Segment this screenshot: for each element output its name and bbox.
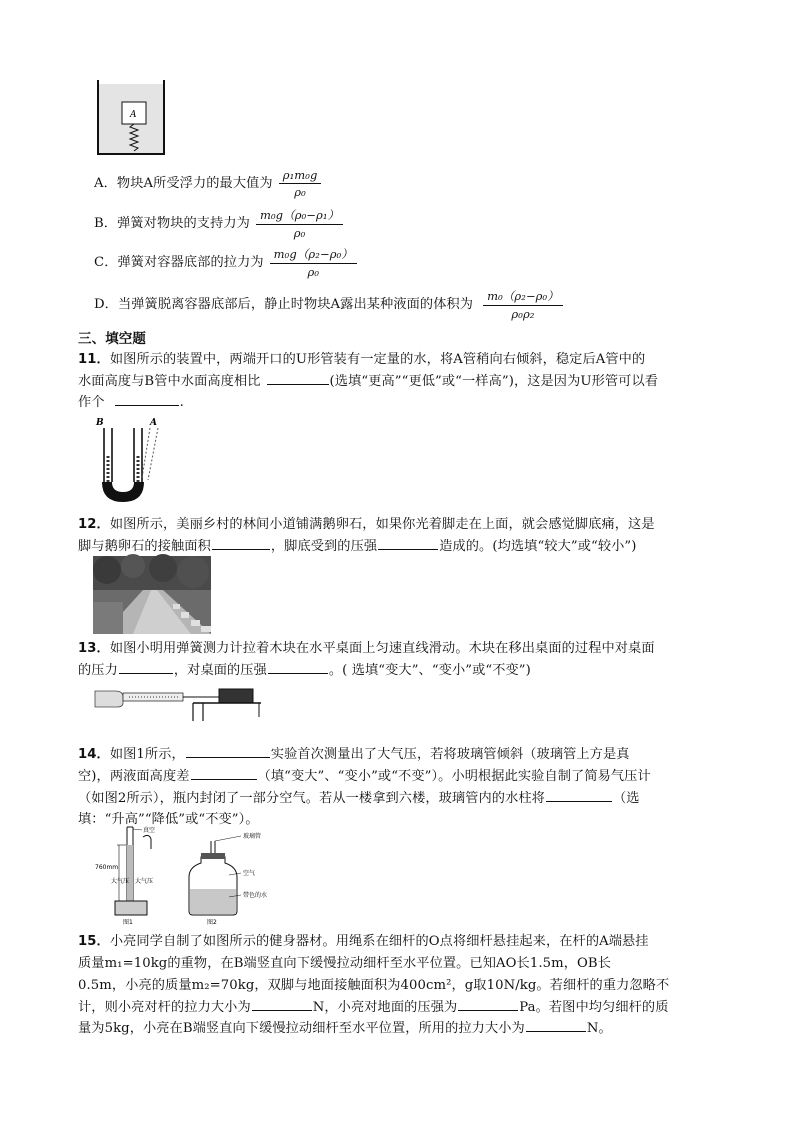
option-d: D．当弹簧脱离容器底部后，静止时物块A露出某种液面的体积为 $\frac{\text{m₀（ρ₂−ρ₀）}}{\text{ρ₀ρ₂}}$	[94, 288, 563, 321]
q12-line2: 脚与鹅卵石的接触面积 ，脚底受到的压强 造成的。(均选填“较大”或“较小”)	[78, 539, 637, 554]
q15-line4: 计，则小亮对杆的拉力大小为 N，小亮对地面的压强为 Pa。若图中均匀细杆的质	[78, 1000, 669, 1015]
q13-line2: 的压力 ，对桌面的压强 。( 选填“变大”、“变小”或“不变”)	[78, 663, 531, 678]
q12-line1: 12．如图所示，美丽乡村的林间小道铺满鹅卵石，如果你光着脚走在上面，就会感觉脚底痛，这是	[78, 517, 655, 532]
q11-line3: 作个 .	[78, 395, 184, 410]
tube-label: 玻璃管	[243, 833, 262, 840]
q14-line4: 填：“升高”“降低”或“不变”）。	[78, 812, 259, 827]
u-tube-figure	[92, 416, 174, 502]
mm-label: 760mm	[95, 864, 119, 871]
atm-label-left: 大气压	[111, 878, 130, 885]
atm-label-right: 大气压	[135, 878, 154, 885]
spring-scale-figure	[93, 683, 268, 723]
q15-line5: 量为5kg，小亮在B端竖直向下缓慢拉动细杆至水平位置，所用的拉力大小为 N。	[78, 1021, 612, 1036]
tube-a-label: A	[150, 418, 157, 428]
air-label: 空气	[243, 870, 256, 877]
q14-line3: （如图2所示），瓶内封闭了一部分空气。若从一楼拿到六楼，玻璃管内的水柱将 （选	[78, 791, 640, 806]
q14-line2: 空)，两液面高度差 （填“变大”、“变小”或“不变”）。小明根据此实验自制了简易气压计	[78, 769, 651, 784]
barometer-figure	[93, 823, 268, 927]
q11-line2: 水面高度与B管中水面高度相比 (选填“更高”“更低”或“一样高”)，这是因为U形管可以看	[78, 374, 659, 389]
q15-line1: 15．小亮同学自制了如图所示的健身器材。用绳系在细杆的O点将细杆悬挂起来，在杆的A端悬挂	[78, 934, 649, 949]
block-a-label: A	[130, 110, 137, 120]
option-a: A．物块A所受浮力的最大值为 $\frac{\text{ρ₁m₀g}}{\text{ρ₀}}$	[94, 168, 321, 199]
q11-line1: 11．如图所示的装置中，两端开口的U形管装有一定量的水，将A管稍向右倾斜，稳定后A管中的	[78, 352, 646, 367]
option-c: C．弹簧对容器底部的拉力为 $\frac{\text{m₀g（ρ₂−ρ₀）}}{\text{ρ₀}}$	[94, 246, 357, 279]
q15-line2: 质量m₁=10kg的重物，在B端竖直向下缓慢拉动细杆至水平位置。已知AO长1.5m，OB长	[78, 956, 611, 971]
q14-line1: 14．如图1所示， 实验首次测量出了大气压，若将玻璃管倾斜（玻璃管上方是真	[78, 747, 630, 762]
container-spring-figure	[96, 80, 168, 158]
fig2-caption: 图2	[207, 919, 217, 926]
option-b: B．弹簧对物块的支持力为 $\frac{\text{m₀g（ρ₀−ρ₁）}}{\text{ρ₀}}$	[94, 207, 343, 240]
water-label: 带色的水	[243, 892, 268, 899]
tube-b-label: B	[96, 418, 104, 428]
section-title: 三、填空题	[78, 331, 146, 347]
vacuum-label: 真空	[143, 827, 156, 834]
q13-line1: 13．如图小明用弹簧测力计拉着木块在水平桌面上匀速直线滑动。木块在移出桌面的过程中对桌面	[78, 641, 655, 656]
fig1-caption: 图1	[123, 919, 133, 926]
pebble-path-photo	[93, 556, 211, 634]
q15-line3: 0.5m，小亮的质量m₂=70kg，双脚与地面接触面积为400cm²，g取10N/kg。若细杆的重力忽略不	[78, 978, 670, 993]
